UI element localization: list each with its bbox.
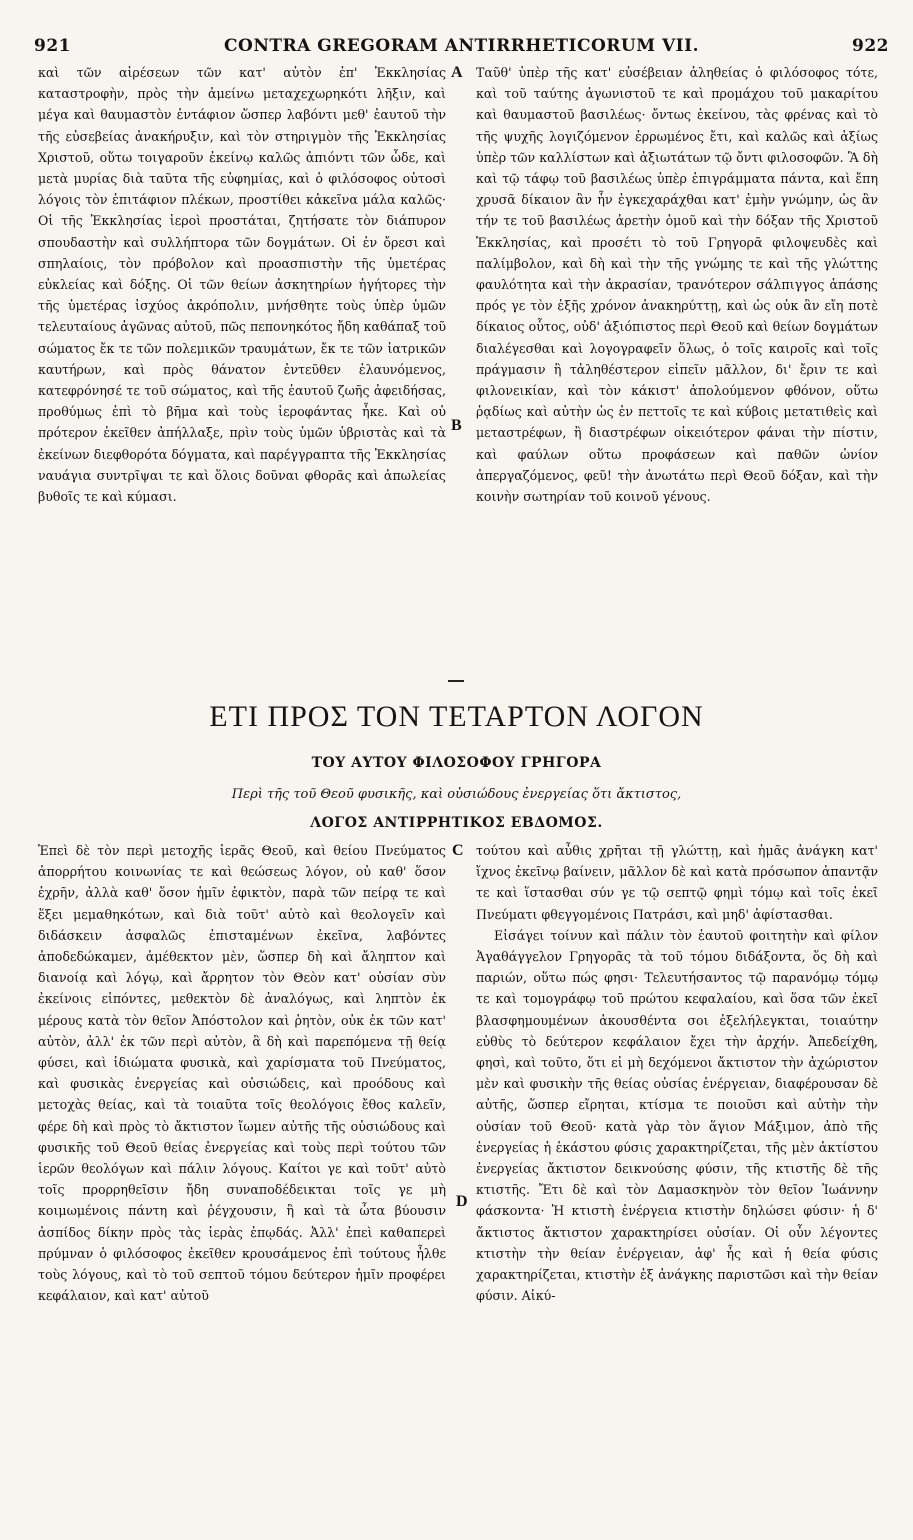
section-divider [448, 680, 464, 682]
section-label: ΛΟΓΟΣ ΑΝΤΙΡΡΗΤΙΚΟΣ ΕΒΔΟΜΟΣ. [310, 815, 603, 831]
page-number-right: 922 [852, 36, 889, 56]
section-marker-a: A [451, 64, 463, 81]
page-number-left: 921 [34, 36, 71, 56]
top-right-column [476, 62, 878, 507]
bottom-right-column [476, 840, 878, 1306]
section-title: ΕΤΙ ΠΡΟΣ ΤΟΝ ΤΕΤΑΡΤΟΝ ΛΟΓΟΝ [209, 700, 704, 733]
section-description: Περὶ τῆς τοῦ Θεοῦ φυσικῆς, καὶ οὐσιώδους ἐνεργείας ὅτι ἄκτιστος, [231, 787, 682, 802]
section-marker-d: D [456, 1193, 468, 1210]
section-marker-b: B [451, 417, 462, 434]
paragraph: Ἐπεὶ δὲ τὸν περὶ μετοχῆς ἱερᾶς Θεοῦ, καὶ θείου Πνεύματος ἀπορρήτου κοινωνίας τε καὶ θεώσεως λόγον, οὐ καθ' ὅσον ἐχρῆν, ἀλλὰ καθ' ὅσον ἡμῖν ἐφικτὸν, παρὰ τῶν πείρᾳ τε καὶ ἕξει μεμαθηκότων, καὶ διὰ τοῦτ' αὐτὸ καὶ θεολογεῖν καὶ διδάσκειν ἀσφαλῶς ἐπισταμένων ἐκεῖνα, λαβόντες ἀποδεδώκαμεν, ἀμέθεκτον μὲν, ὥσπερ δὴ καὶ ἄληπτον καὶ διανοίᾳ καὶ λόγῳ, καὶ ἄρρητον τὸν Θεὸν κατ' οὐσίαν σὺν ἐκείνοις εἰπόντες, μεθεκτὸν δὲ ἀναλόγως, καὶ ληπτὸν ἐκ μέρους κατὰ τὸν θεῖον Ἀπόστολον καὶ ῥητὸν, οὐκ ἐκ τῶν κατ' αὐτὸν, ἀλλ' ἐκ τῶν περὶ αὐτὸν, ἃ δὴ καὶ παρεπόμενα τῇ θείᾳ φύσει, καὶ ἰδιώματα φυσικὰ, καὶ χαρίσματα τοῦ Πνεύματος, καὶ φυσικὰς ἐνεργείας καὶ οὐσιώδεις, καὶ προόδους καὶ μετοχὰς θείας, καὶ τὰ τοιαῦτα τοῖς θεολόγοις ἔθος καλεῖν, φέρε δὴ καὶ πρὸς τὸ ἄκτιστον ἴωμεν αὐτῆς τῆς οὐσιώδους καὶ φυσικῆς τοῦ Θεοῦ θείας ἐνεργείας καὶ τοὺς περὶ τούτου τῶν ἱερῶν θεολόγων καὶ πάλιν λόγους. Καίτοι γε καὶ τοῦτ' αὐτὸ τοῖς προρρηθεῖσιν ἤδη συναποδέδεικται τοῖς γε μὴ κοιμωμένοις πάντη καὶ ῥέγχουσιν, ἢ καὶ τὰ ὦτα βύουσιν ἀσπίδος δίκην πρὸς τὰς ἱερὰς ἐπῳδάς. Ἀλλ' ἐπεὶ καθαπερεὶ πρύμναν ὁ φιλόσοφος ἐκεῖθεν κρουσάμενος ἐπὶ τούτους ἦλθε τοὺς λόγους, καὶ τὸ τοῦ σεπτοῦ τόμου δεύτερον ἡμῖν προφέρει κεφάλαιον, καὶ κατ' αὐτοῦ [38, 843, 446, 1304]
bottom-left-column [38, 840, 446, 1306]
running-head [34, 36, 889, 60]
paragraph: Εἰσάγει τοίνυν καὶ πάλιν τὸν ἑαυτοῦ φοιτητὴν καὶ φίλον Ἀγαθάγγελον Γρηγορᾶς τὰ τοῦ τόμου διδάξοντα, ὅς δὴ καὶ παριών, οὕτω πώς φησι· Τελευτήσαντος τῷ παρανόμῳ τόμῳ τε καὶ τομογράφῳ τοῦ πρώτου κεφαλαίου, καὶ ὅσα τῶν ἐκεῖ βλασφημουμένων ἀκουσθέντα σοι ἐξελήλεγκται, τοιαύτην εὐθὺς τὸ δεύτερον κεφάλαιον ἔχει τὴν ἀρχήν. Ἀπεδείχθη, φησὶ, καὶ τοῦτο, ὅτι εἰ μὴ δεχόμενοι ἄκτιστον τὴν ἀχώριστον μὲν καὶ φυσικὴν τῆς θείας οὐσίας ἐνέργειαν, διαφέρουσαν δὲ αὐτῆς, ὥσπερ εἴρηται, κτίσμα τε ποιοῦσι καὶ αὐτὴν τὴν οὐσίαν τοῦ Θεοῦ· κατὰ γὰρ τὸν ἅγιον Μάξιμον, ἀπὸ τῆς ἐνεργείας ἡ ἑκάστου φύσις χαρακτηρίζεται, τῆς μὲν ἀκτίστου ἐνεργείας ἄκτιστον δεικνούσης φύσιν, τῆς κτιστῆς δὲ τῆς κτιστῆς. Ἔτι δὲ καὶ τὸν Δαμασκηνὸν τὸν θεῖον Ἰωάννην φάσκοντα· Ἡ κτιστὴ ἐνέργεια κτιστὴν δηλώσει φύσιν· ἡ δ' ἄκτιστος ἄκτιστον χαρακτηρίσει οὐσίαν. Οἱ οὖν λέγοντες κτιστὴν τὴν θείαν ἐνέργειαν, ἀφ' ἧς καὶ ἡ θεία φύσις χαρακτηρίζεται, κτιστὴν ἐξ ἀνάγκης παριστῶσι καὶ τὴν θείαν φύσιν. Αἰκύ- [476, 927, 878, 1304]
running-title: CONTRA GREGORAM ANTIRRHETICORUM VII. [224, 36, 699, 56]
section-subtitle: ΤΟΥ ΑΥΤΟΥ ΦΙΛΟΣΟΦΟΥ ΓΡΗΓΟΡΑ [311, 755, 602, 771]
paragraph: καὶ τῶν αἱρέσεων τῶν κατ' αὐτὸν ἐπ' Ἐκκλησίας καταστροφὴν, πρὸς τὴν ἀμείνω μεταχεχωρηκότι λῆξιν, καὶ μέγα καὶ θαυμαστὸν ἐντάφιον ὥσπερ λαβόντι μεθ' ἑαυτοῦ τὴν τῆς εὐσεβείας ἀνακήρυξιν, καὶ τὸν στηριγμὸν τῆς Ἐκκλησίας Χριστοῦ, οὕτω τοιγαροῦν ἐκείνῳ καλῶς ἀπιόντι τῶν ὧδε, καὶ μετὰ μυρίας διὰ ταῦτα τῆς εὐφημίας, καὶ ὁ φιλόσοφος οὑτοσὶ λόγοις τὸν ἐπιτάφιον πλέκων, προστίθει κἀκεῖνα μάλα καλῶς· Οἱ τῆς Ἐκκλησίας ἱεροὶ προστάται, ζητήσατε τὸν διάπυρον σπουδαστὴν καὶ συλλήπτορα τῶν δογμάτων. Οἱ ἐν ὄρεσι καὶ σπηλαίοις, τὸν πρόβολον καὶ προασπιστὴν τῆς ὑμετέρας εὐκλείας καὶ δόξης. Οἱ τῶν θείων ἀσκητηρίων ἡγήτορες τὴν τῆς ὑμετέρας ἰσχύος ἀκρόπολιν, μνήσθητε τοὺς ὑπὲρ ὑμῶν τελευταίους ἀγῶνας αὐτοῦ, πῶς πεπονηκότος ἤδη καθάπαξ τοῦ σώματος ἔκ τε τῶν πολεμικῶν τραυμάτων, ἔκ τε τῶν ἰατρικῶν καυτήρων, καὶ πρὸς θάνατον ἐντεῦθεν ἐλαυνόμενος, κατεφρόνησέ τε τοῦ σώματος, καὶ τῆς ἑαυτοῦ ζωῆς ἀφειδήσας, προθύμως ἐπὶ τὸ βῆμα καὶ τοὺς ἱεροφάντας ἧκε. Καὶ οὐ πρότερον ἐκεῖθεν ἀπήλλαξε, πρὶν τοὺς ὑμῶν ὑβριστὰς καὶ τὰ ἐκείνων διεφθορότα δόγματα, καὶ παρέγγραπτα τῆς Ἐκκλησίας ναυάγια συντρῖψαι τε καὶ ὅλοις δοῦναι φθορᾶς καὶ ἀπωλείας βυθοῖς τε καὶ κύμασι. [38, 65, 446, 505]
top-left-column [38, 62, 446, 507]
paragraph: τούτου καὶ αὖθις χρῆται τῇ γλώττῃ, καὶ ἡμᾶς ἀνάγκη κατ' ἴχνος ἐκεῖνῳ βαίνειν, μᾶλλον δὲ καὶ κατὰ πρόσωπον ἀπαντᾷν τε καὶ ἵστασθαι σύν γε τῷ σεπτῷ φημὶ τόμῳ καὶ τοῖς ἐκεῖ Πνεύματι φθεγγομένοις Πατράσι, καὶ μηδ' ἀφίστασθαι. [476, 843, 878, 922]
paragraph: Ταῦθ' ὑπὲρ τῆς κατ' εὐσέβειαν ἀληθείας ὁ φιλόσοφος τότε, καὶ τοῦ ταύτης ἀγωνιστοῦ τε καὶ προμάχου τοῦ μακαρίτου καὶ θαυμαστοῦ βασιλέως· ὄντως ἐκείνου, τὰς φρένας καὶ τὸ τῆς ψυχῆς λογιζόμενον ἐρρωμένος ἔτι, καὶ καλῶς καὶ ἀξίως ὑπὲρ τῶν καλλίστων καὶ ἀξιωτάτων τῷ ὄντι φιλοσοφῶν. Ἃ δὴ καὶ τῷ τάφῳ τοῦ βασιλέως ὑπὲρ ἐπιγράμματα πάντα, καὶ ἔπη χρυσᾶ δίκαιον ἂν ἦν ἐγκεχαράχθαι κατ' ἐμὴν γνώμην, ὡς ἂν τήν τε τοῦ βασιλέως ἀρετὴν ὁμοῦ καὶ τὴν δόξαν τῆς Χριστοῦ Ἐκκλησίας, καὶ προσέτι τὸ τοῦ Γρηγορᾶ φιλοψευδὲς καὶ παλίμβολον, καὶ δὴ καὶ τὴν τῆς γνώμης τε καὶ τῆς γλώττης φαυλότητα καὶ τὴν ἀκρασίαν, τρανότερον σάλπιγγος ἁπάσης πρός γε τὸν ἑξῆς χρόνον ἀνακηρύττῃ, καὶ ὡς οὐκ ἂν εἴη ποτὲ δίκαιος οὗτος, οὐδ' ἀξιόπιστος περὶ Θεοῦ καὶ θείων δογμάτων διαλέγεσθαι καὶ λογογραφεῖν ὅλως, ὁ τοῖς καιροῖς καὶ τοῖς πράγμασιν ἢ τἀληθέστερον εἰπεῖν μᾶλλον, δι' ἔριν τε καὶ φιλονεικίαν, καὶ τὸν κάκιστ' ἀπολούμενον φθόνον, οὕτω ῥᾳδίως καὶ αὐτὴν ὡς ἐν πεττοῖς τε καὶ κύβοις μετατιθεὶς καὶ μεταστρέφων, ἢ διαστρέφων οἰκειότερον φάναι τὴν πίστιν, καὶ φαύλων οὕτω προφάσεων καὶ παθῶν ὠνίον ἀπεργαζόμενος, φεῦ! τὴν ἀνωτάτω περὶ Θεοῦ δόξαν, καὶ τὴν κοινὴν σωτηρίαν τοῦ κοινοῦ γένους. [476, 65, 878, 505]
section-marker-c: C [452, 842, 464, 859]
